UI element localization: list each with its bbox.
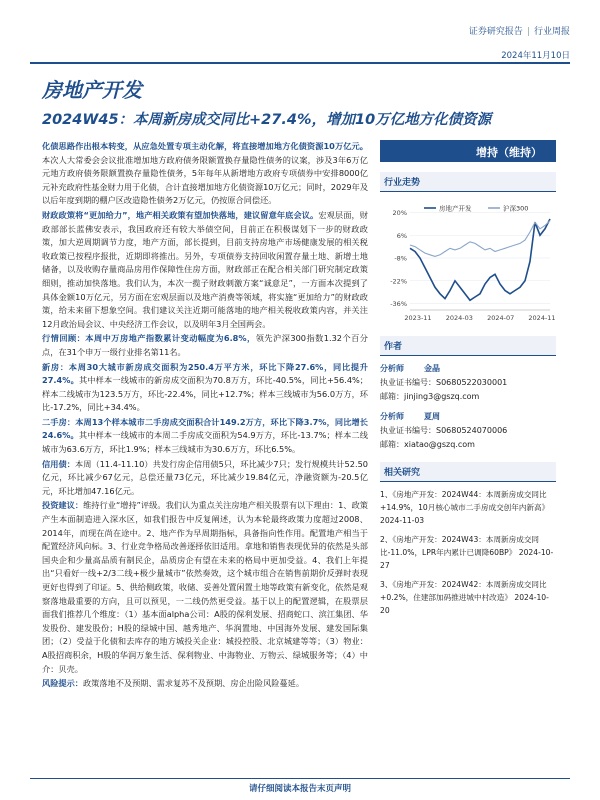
x-tick-label: 2023-11 xyxy=(404,314,432,322)
paragraph-investment: 投资建议：维持行业“增持”评级。我们认为重点关注房地产相关股票有以下理由：1、政策产生本面制造进入深水区，如我们报告中反复阐述，认为本轮最终政策力度超过2008、2014年，而现在尚在途中。2、地产作为早周期指标，具备指向性作用。配置地产相当于配置经济风向标。3、行业竞争格局改善逐择依旧适用。拿地和销售表现优异的依然是头部国央企和少量高品质有制民企，品质房企有望在未来的格局中更加受益。4、我们上年提出“只看好一线+2/3二线+极少量城市”依然奏效，这个城市组合在销售前期价反弹时表现更好也得到了印证。5、供给侧政策，收储、妥善处置闲置土地等政策有新变化，依然是观察落地最重要的方向，且可以预见，一二线仍然更受益。基于以上的配置逻辑，在股票层面我们推荐几个维度：（1）基本面alpha公司：A股的保利发展、招商蛇口、滨江集团、华发股份、建发股份；H股的绿城中国、越秀地产、华润置地、中国海外发展、建发国际集团；（2）受益于化债和去库存的地方城投关企业：城投控股、北京城建等等；（3）物业：A股招商积余，H股的华润万象生活、保利物业、中海物业、万物云、绿城服务等；（4）中介：贝壳。 xyxy=(42,500,368,674)
sidebar xyxy=(380,140,556,623)
trend-chart-svg xyxy=(380,192,556,326)
related-list xyxy=(380,488,556,617)
authors-block: 分析师 金晶 执业证书编号： S0680522030001 邮箱： jinjing3@gszq.com 分析师 夏周 执业证书编号： S0680524070006 邮箱： xiatao@gszq.com xyxy=(380,362,556,452)
y-tick-label: 20% xyxy=(392,209,407,217)
email-2[interactable]: xiatao@gszq.com xyxy=(404,440,475,449)
paragraph-market: 行情回顾：本周中万房地产指数累计变动幅度为6.8%，领先沪深300指数1.32个百分点，在31个申万一级行业排名第11名。 xyxy=(42,333,368,357)
y-tick-label: -22% xyxy=(390,277,407,286)
related-item[interactable]: 2、《房地产开发：2024W43：本周新房成交同比-11.0%，LPR年内累计已调降60BP》 2024-10-27 xyxy=(380,535,554,570)
footer-rule xyxy=(30,778,570,779)
paragraph-risk: 风险提示：政策落地不及预期、需求复苏不及预期、房企出险风险蔓延。 xyxy=(42,678,305,689)
y-tick-label: -8% xyxy=(394,254,407,263)
analyst-label: 分析师 xyxy=(380,412,404,421)
x-tick-label: 2024-07 xyxy=(487,314,515,322)
y-tick-label: -36% xyxy=(390,300,407,308)
related-item[interactable]: 3、《房地产开发：2024W42：本周新房成交同比+0.2%，住建部加码推进城中村改造》 2024-10-20 xyxy=(380,580,549,615)
x-tick-label: 2024-03 xyxy=(445,314,473,322)
report-header: 证券研究报告 | 行业周报 2024年11月10日 xyxy=(468,27,570,61)
analyst-name-2: 夏周 xyxy=(424,412,440,421)
related-heading: 相关研究 xyxy=(380,462,556,482)
license-2: S0680524070006 xyxy=(436,426,508,435)
paragraph-credit-bonds: 信用债：本周（11.4-11.10）共发行房企信用债5只，环比减少7只；发行规模共计52.50亿元，环比减少67亿元，总偿还量73亿元，环比减少19.84亿元，净融资额为-20.5亿元，环比增加47.16亿元。 xyxy=(42,458,368,496)
report-date: 2024年11月10日 xyxy=(501,51,570,61)
report-headline: 2024W45：本周新房成交同比+27.4%，增加10万亿地方化债资源 xyxy=(42,112,492,128)
y-tick-label: 6% xyxy=(396,231,407,240)
legend-label: 房地产开发 xyxy=(439,204,472,213)
series-line-real-estate xyxy=(410,219,550,300)
series-line-csi300 xyxy=(410,221,550,257)
rating-badge: 增持（维持） xyxy=(380,140,556,162)
authors-heading: 作者 xyxy=(380,336,556,356)
paragraph-second-hand: 二手房：本周13个样本城市二手房成交面积合计149.2万方，环比下降3.7%，同比增长24.6%。其中样本一线城市的本周二手房成交面积为54.9万方，环比-13.7%；样本二线城市为63.6万方，环比1.9%；样本三线城市为30.6万方，环比6.5%。 xyxy=(42,416,368,455)
x-tick-label: 2024-11 xyxy=(528,314,556,322)
header-rule xyxy=(30,62,570,64)
paragraph-fiscal: 财政政策将“更加给力”，地产相关政策有望加快落地，建议留意年底会议。宏观层面，财政部部长蓝佛安表示，我国政府还有较大举债空间，目前正在积极谋划下一步的财政政策，加大逆周期调节力度，地产方面，部长提到，目前支持房地产市场健康发展的相关税收政策已按程序报批，近期即将推出。另外，专项债券支持回收闲置存量土地、新增土地储备，以及收购存量商品房用作保障性住房方面，财政部正在配合相关部门研究制定政策细则，推动加快落地。我们认为，本次一揽子财政刺激方案“诚意足”，一方面本次提到了具体金额10万亿元，另方面在宏观层面以及地产消费等领域，将实施“更加给力”的财政政策，给未来留下想象空间。我们建议关注近期可能落地的地产相关税收政策内容，并关注12月政治局会议、中央经济工作会议，以及明年3月全国两会。 xyxy=(42,209,368,329)
footer-disclaimer: 请仔细阅读本报告末页声明 xyxy=(248,784,351,794)
paragraph-debt: 化债思路作出根本转变，从应急处置专项主动化解，将直接增加地方化债资源10万亿元。本次人大常委会会议批准增加地方政府债务限额置换存量隐性债务的议案，涉及3年6万亿元地方政府债务限额置换存量隐性债务，5年每年从新增地方政府专项债券中安排8000亿元补充政府性基金财力用于化债，合计直接增加地方化债资源10万亿元；同时，2029年及以后年度到期的棚户区改造隐性债务2万亿元，仍按原合同偿还。 xyxy=(42,141,369,206)
report-body xyxy=(42,140,368,692)
paragraph-new-homes: 新房：本周30大城市新房成交面积为250.4万平方米，环比下降27.6%，同比提升27.4%。其中样本一线城市的新房成交面积为70.8万方，环比-40.5%，同比+56.4%；样本二线城市为123.5万方，环比-22.4%，同比+12.7%；样本三线城市为56.0万方，环比-17.2%，同比+34.4%。 xyxy=(42,361,368,413)
email-1[interactable]: jinjing3@gszq.com xyxy=(404,392,480,401)
trend-heading: 行业走势 xyxy=(380,172,556,192)
report-kind: 行业周报 xyxy=(533,27,570,37)
report-type: 证券研究报告 xyxy=(468,27,523,37)
industry-title: 房地产开发 xyxy=(42,78,142,102)
related-item[interactable]: 1、《房地产开发：2024W44：本周新房成交同比+14.9%，10月核心城市二手房成交创年内新高》 2024-11-03 xyxy=(380,490,550,525)
license-1: S0680522030001 xyxy=(436,378,508,387)
trend-chart xyxy=(380,192,556,326)
legend-label: 沪深300 xyxy=(503,204,529,213)
analyst-label: 分析师 xyxy=(380,364,404,373)
analyst-name-1: 金晶 xyxy=(424,364,440,373)
